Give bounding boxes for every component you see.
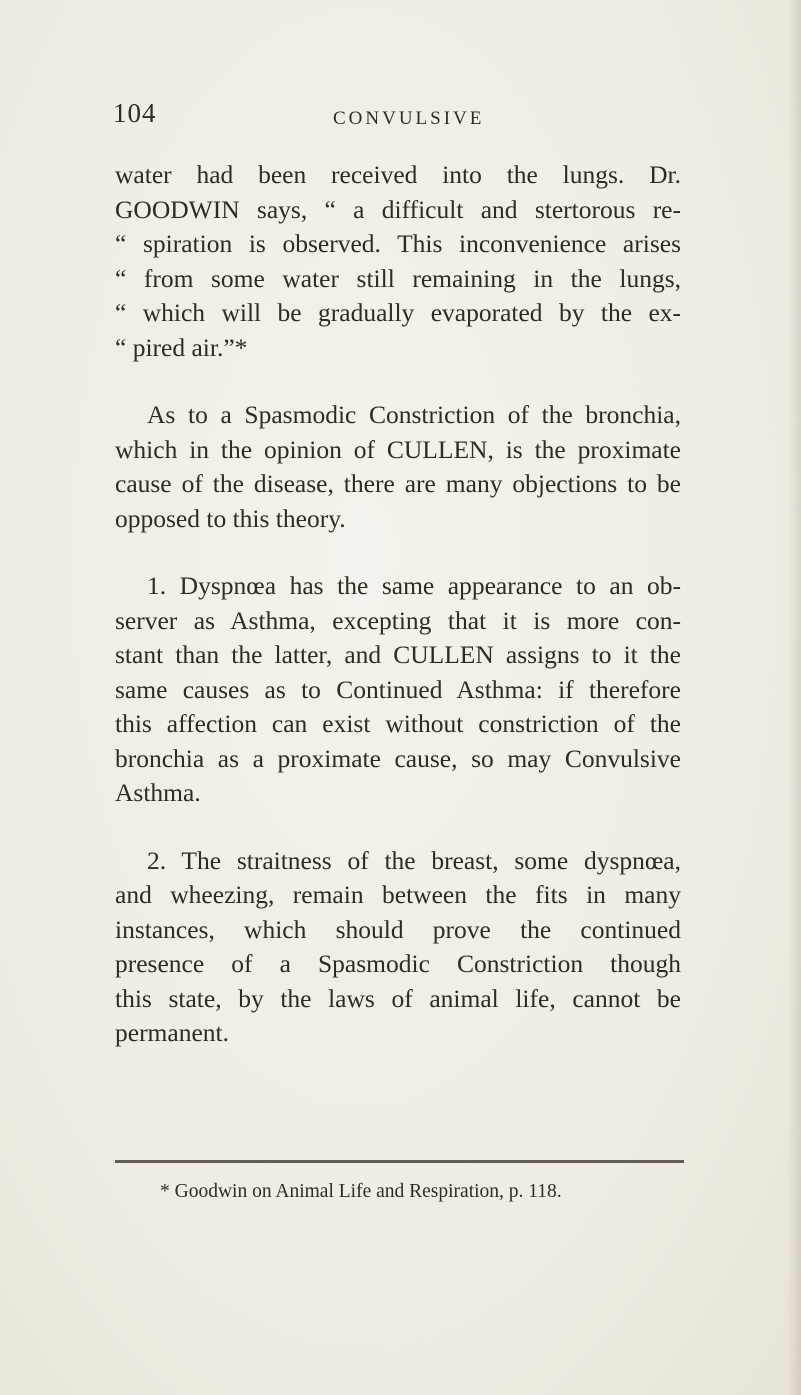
paragraph-gap — [115, 365, 681, 398]
text-line: cause of the disease, there are many objections to be — [115, 469, 681, 498]
text-line: presence of a Spasmodic Constriction though — [115, 949, 681, 978]
text-line: “ pired air.”* — [115, 332, 248, 362]
paragraph-gap — [115, 811, 681, 844]
text-line: “ spiration is observed. This inconvenience arises — [115, 229, 681, 258]
text-line: 2. The straitness of the breast, some dyspnœa, — [147, 845, 681, 875]
text-line: this state, by the laws of animal life, cannot be — [115, 983, 681, 1013]
text-line: As to a Spasmodic Constriction of the bronchia, — [147, 400, 681, 429]
text-line: stant than the latter, and CULLEN assigns to it the — [115, 640, 681, 669]
footnote: * Goodwin on Animal Life and Respiration, p. 118. — [160, 1181, 562, 1202]
page-edge-shadow — [787, 0, 801, 1395]
text-line: “ from some water still remaining in the lungs, — [115, 263, 681, 293]
page-number: 104 — [113, 98, 157, 128]
text-line: permanent. — [115, 1018, 229, 1047]
text-line: which in the opinion of CULLEN, is the proximate — [115, 434, 681, 464]
text-line: instances, which should prove the continued — [115, 914, 681, 944]
text-line: “ which will be gradually evaporated by the ex- — [115, 298, 681, 327]
text-line: and wheezing, remain between the fits in many — [115, 880, 681, 909]
text-line: GOODWIN says, “ a difficult and stertorous re- — [115, 194, 681, 224]
body-text — [115, 158, 681, 1051]
text-line: opposed to this theory. — [115, 503, 346, 533]
footnote-rule — [115, 1160, 684, 1163]
text-line: same causes as to Continued Asthma: if therefore — [115, 674, 681, 704]
page-header — [113, 98, 683, 138]
text-line: server as Asthma, excepting that it is more con- — [115, 605, 681, 635]
text-line: this affection can exist without constriction of the — [115, 709, 681, 738]
text-line: Asthma. — [115, 778, 201, 807]
text-line: 1. Dyspnœa has the same appearance to an ob- — [147, 571, 681, 600]
text-line: water had been received into the lungs. Dr. — [115, 160, 681, 189]
text-line: bronchia as a proximate cause, so may Convulsive — [115, 743, 681, 773]
running-head: CONVULSIVE — [333, 108, 485, 129]
paragraph-gap — [115, 536, 681, 569]
